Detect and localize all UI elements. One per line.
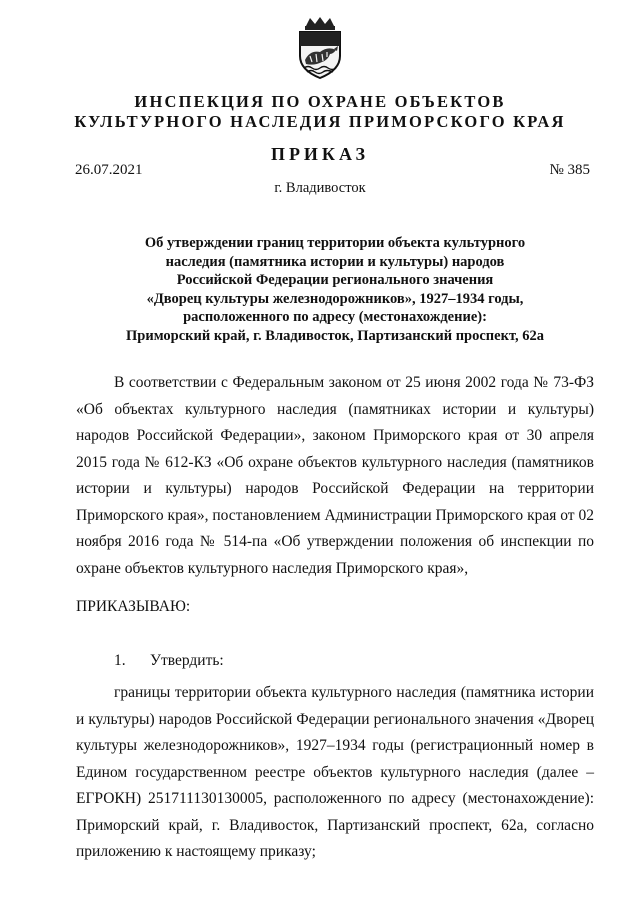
subject-line: Российской Федерации регионального значения [176, 272, 494, 288]
subject-line: «Дворец культуры железнодорожников», 1927–1934 годы, [146, 290, 524, 307]
subject-line: наследия (памятника истории и культуры) народов [165, 253, 505, 270]
item-label: Утвердить: [150, 652, 224, 669]
order-item-1 [114, 652, 224, 670]
organization-name-line2: КУЛЬТУРНОГО НАСЛЕДИЯ ПРИМОРСКОГО КРАЯ [74, 112, 566, 131]
preamble-paragraph: В соответствии с Федеральным законом от 25 июня 2002 года № 73-ФЗ «Об объектах культурного наследия (памятниках истории и культуры) народов Российской Федерации», законом Приморского края от 30 апреля 2015 года № 612-КЗ «Об охране объектов культурного наследия (памятников истории и культуры) народов Российской Федерации на территории Приморского края», постановлением Администрации Приморского края от 02 ноября 2016 года № 514-па «Об утверждении положения об инспекции по охране объектов культурного наследия Приморского края», [76, 374, 594, 577]
order-word: ПРИКАЗЫВАЮ: [76, 598, 191, 615]
document-type: ПРИКАЗ [270, 144, 370, 164]
subject-line: Об утверждении границ территории объекта культурного [144, 235, 526, 251]
subject-line: расположенного по адресу (местонахождение): [183, 309, 487, 325]
order-city: г. Владивосток [274, 180, 366, 196]
subject-line: Приморский край, г. Владивосток, Партизанский проспект, 62а [126, 327, 544, 344]
order-number: № 385 [549, 162, 590, 178]
item-1-paragraph: границы территории объекта культурного наследия (памятника истории и культуры) народов Российской Федерации регионального значения «Дворец культуры железнодорожников», 1927–1934 годы (регистрационный номер в Едином государственном реестре объектов культурного наследия (далее – ЕГРОКН) 251711130130005, расположенного по адресу (местонахождение): Приморский край, г. Владивосток, Партизанский проспект, 62а, согласно приложению к настоящему приказу; [76, 684, 594, 860]
coat-of-arms-icon [292, 16, 348, 80]
organization-name-line1: ИНСПЕКЦИЯ ПО ОХРАНЕ ОБЪЕКТОВ [134, 92, 506, 111]
order-date: 26.07.2021 [75, 162, 143, 178]
item-number: 1. [114, 652, 126, 669]
order-subject [110, 234, 560, 345]
